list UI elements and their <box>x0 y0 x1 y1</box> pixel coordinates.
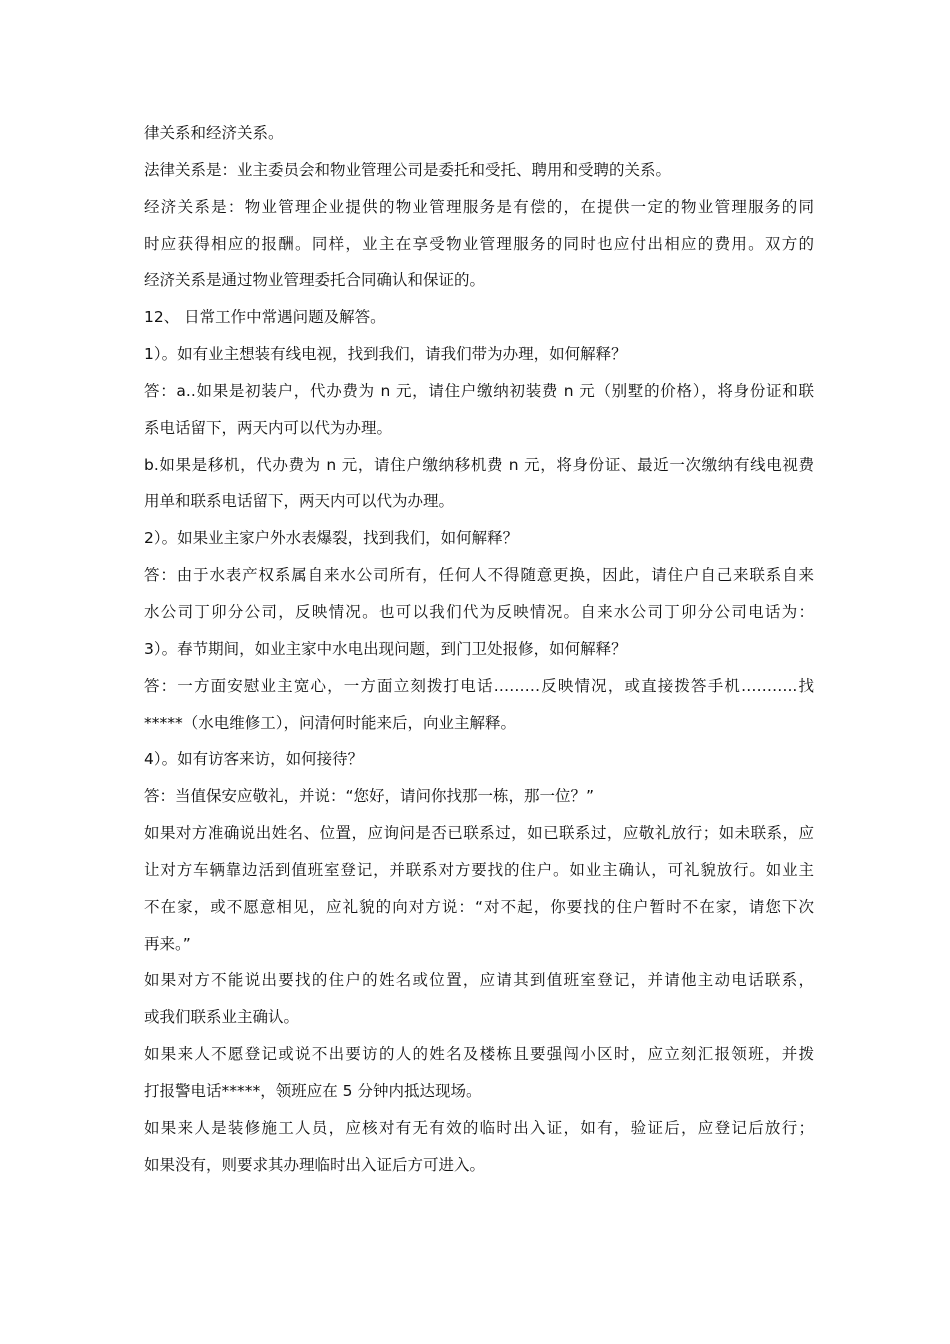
text-line: 如果对方不能说出要找的住户的姓名或位置，应请其到值班室登记，并请他主动电话联系， <box>144 971 814 990</box>
text-line: 如果没有，则要求其办理临时出入证后方可进入。 <box>144 1155 486 1174</box>
text-line: 时应获得相应的报酬。同样，业主在享受物业管理服务的同时也应付出相应的费用。双方的 <box>144 234 814 253</box>
text-line: 律关系和经济关系。 <box>144 124 284 142</box>
question-line: 1）。如有业主想装有线电视，找到我们，请我们带为办理，如何解释？ <box>144 345 627 364</box>
text-line: 让对方车辆靠边活到值班室登记，并联系对方要找的住户。如业主确认，可礼貌放行。如业主 <box>144 860 814 879</box>
question-line: 2）。如果业主家户外水表爆裂，找到我们，如何解释？ <box>144 529 519 548</box>
question-line: 3）。春节期间，如业主家中水电出现问题，到门卫处报修，如何解释？ <box>144 639 627 658</box>
text-line: 经济关系是：物业管理企业提供的物业管理服务是有偿的，在提供一定的物业管理服务的同 <box>144 197 814 216</box>
text-line: 法律关系是：业主委员会和物业管理公司是委托和受托、聘用和受聘的关系。 <box>144 160 672 179</box>
answer-line: 答：一方面安慰业主宽心，一方面立刻拨打电话………反映情况，或直接拨答手机………..找 <box>144 676 814 695</box>
answer-line: 水公司丁卯分公司，反映情况。也可以我们代为反映情况。自来水公司丁卯分公司电话为： <box>144 602 814 621</box>
answer-line: 答：当值保安应敬礼，并说：“您好，请问你找那一栋，那一位？” <box>144 787 595 806</box>
document-body <box>144 122 814 1190</box>
question-line: 4）。如有访客来访，如何接待？ <box>144 750 364 769</box>
text-line: 如果来人不愿登记或说不出要访的人的姓名及楼栋且要强闯小区时，应立刻汇报领班，并拨 <box>144 1045 814 1064</box>
text-line: 或我们联系业主确认。 <box>144 1008 300 1027</box>
text-line: 打报警电话*****，领班应在 5 分钟内抵达现场。 <box>144 1081 482 1100</box>
answer-line: 答：a..如果是初装户，代办费为 n 元，请住户缴纳初装费 n 元（别墅的价格），将身份证和联 <box>144 381 814 400</box>
answer-line: b.如果是移机，代办费为 n 元，请住户缴纳移机费 n 元，将身份证、最近一次缴纳有线电视费 <box>144 455 814 474</box>
text-line: 再来。” <box>144 934 191 953</box>
answer-line: 用单和联系电话留下，两天内可以代为办理。 <box>144 492 455 511</box>
section-heading: 12、 日常工作中常遇问题及解答。 <box>144 308 386 327</box>
text-line: 经济关系是通过物业管理委托合同确认和保证的。 <box>144 271 486 290</box>
answer-line: *****（水电维修工），问清何时能来后，向业主解释。 <box>144 713 517 732</box>
text-line: 如果对方准确说出姓名、位置，应询问是否已联系过，如已联系过，应敬礼放行；如未联系，应 <box>144 824 814 843</box>
text-line: 不在家，或不愿意相见，应礼貌的向对方说：“对不起，你要找的住户暂时不在家，请您下次 <box>144 897 814 916</box>
answer-line: 系电话留下，两天内可以代为办理。 <box>144 418 393 437</box>
text-line: 如果来人是装修施工人员，应核对有无有效的临时出入证，如有，验证后，应登记后放行； <box>144 1118 814 1137</box>
answer-line: 答：由于水表产权系属自来水公司所有，任何人不得随意更换，因此，请住户自己来联系自来 <box>144 566 814 585</box>
